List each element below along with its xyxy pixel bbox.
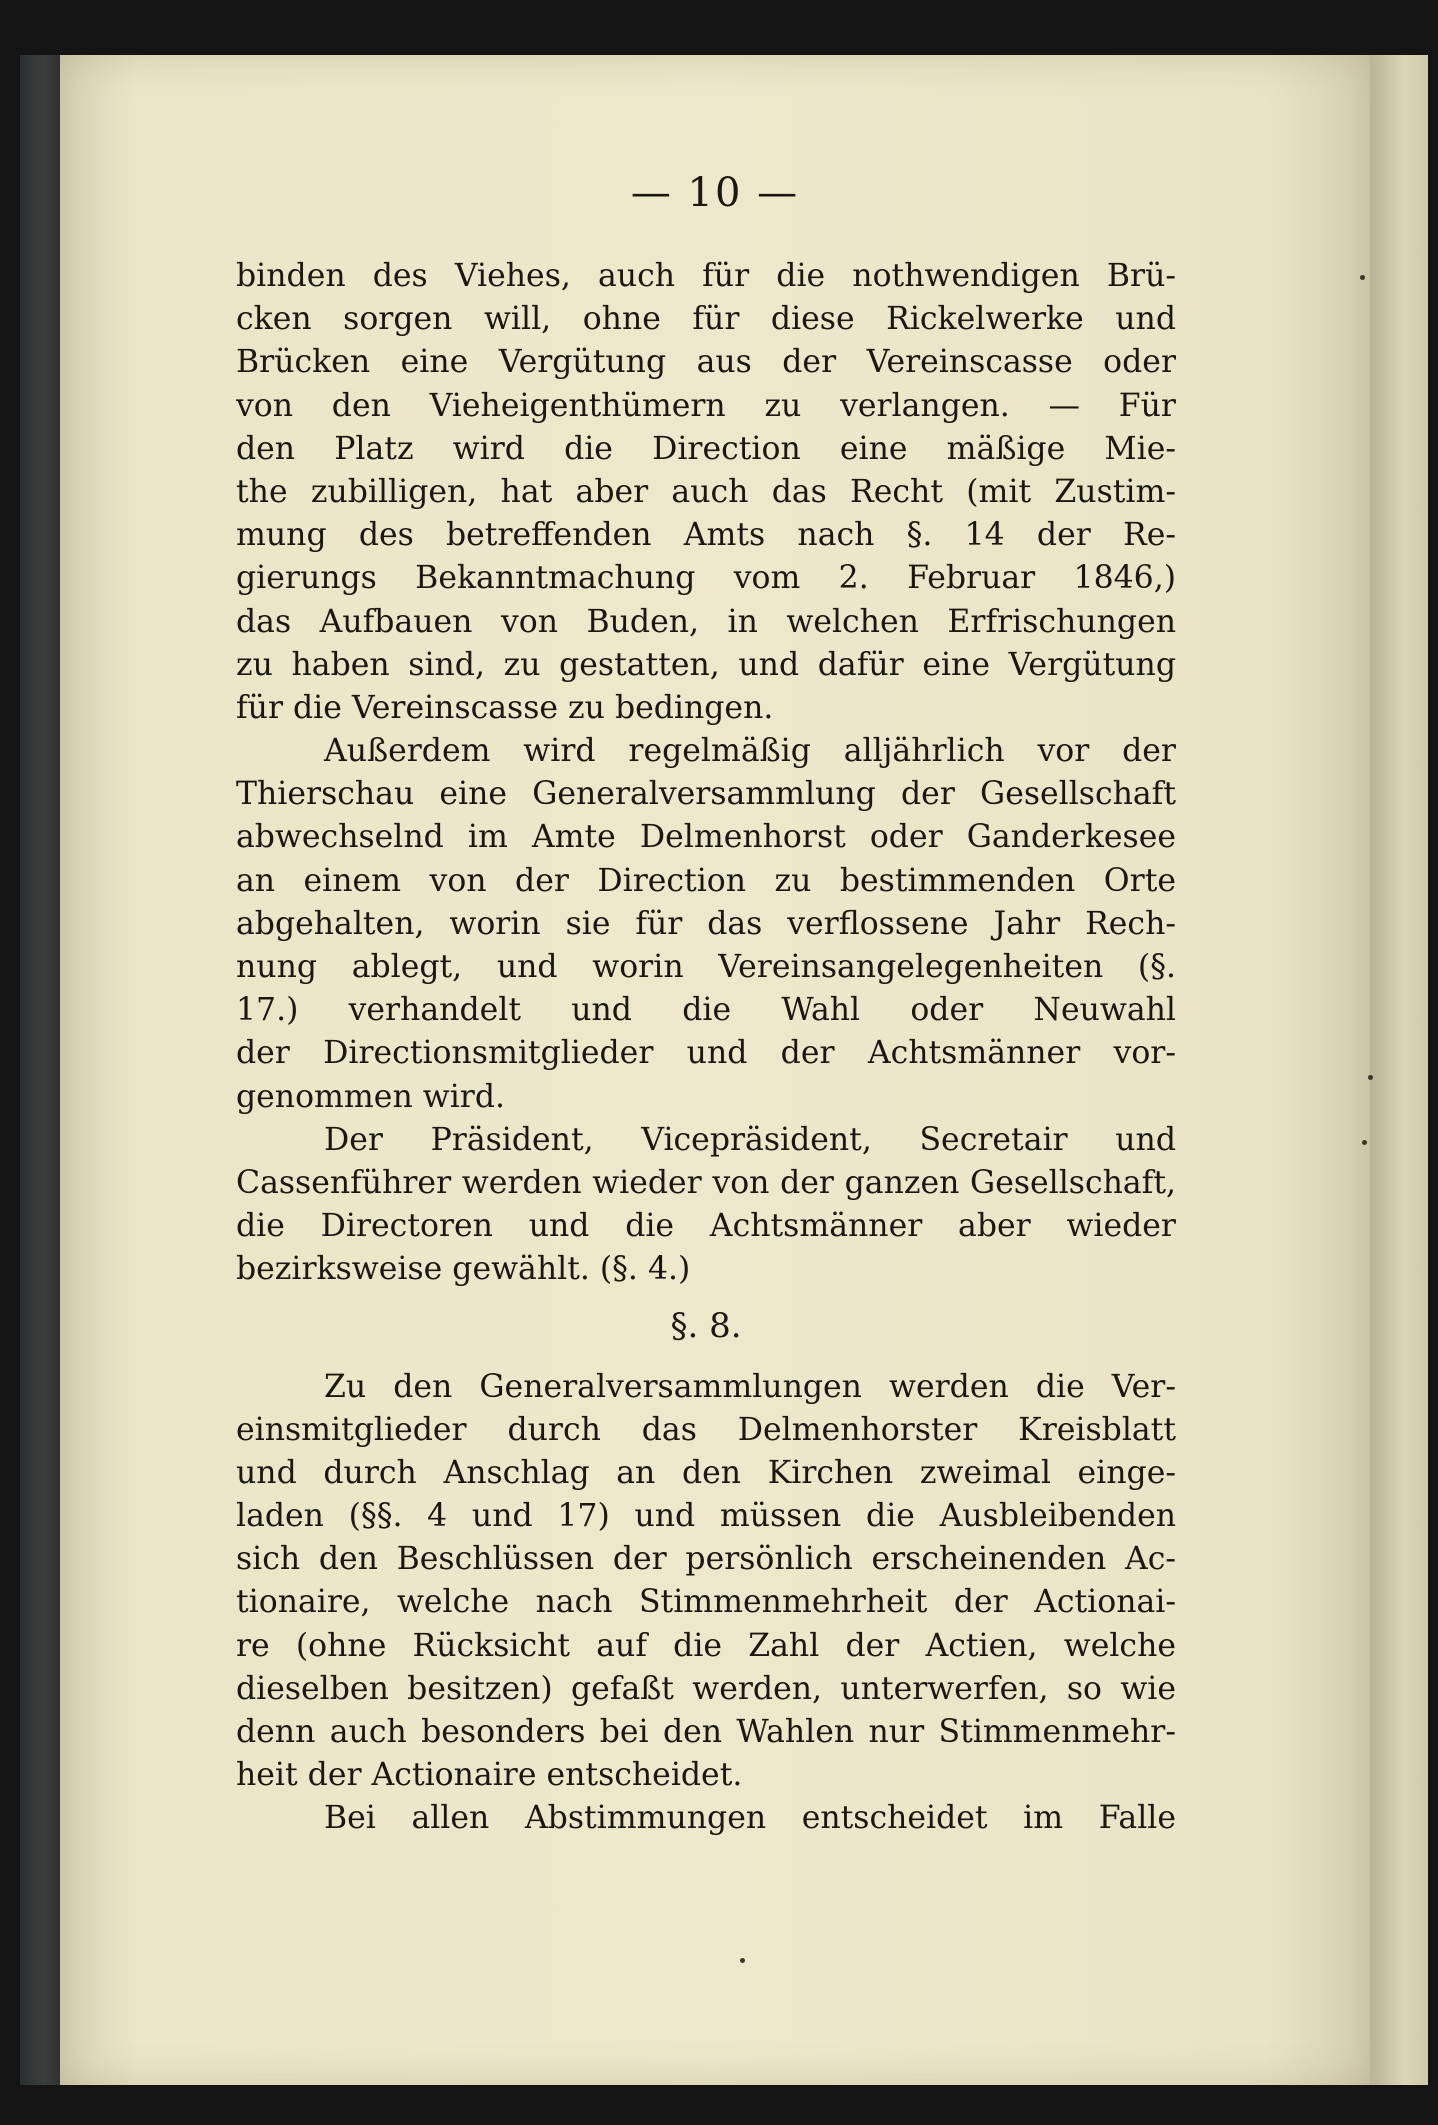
text-line: das Aufbauen von Buden, in welchen Erfrischungen <box>236 603 1176 640</box>
text-line: einsmitglieder durch das Delmenhorster Kreisblatt <box>236 1411 1176 1448</box>
text-line: abgehalten, worin sie für das verflossene Jahr Rech- <box>236 905 1176 942</box>
text-line: für die Vereinscasse zu bedingen. <box>236 689 774 726</box>
text-line: Außerdem wird regelmäßig alljährlich vor der <box>324 733 1176 770</box>
section-heading: §. 8. <box>670 1305 742 1346</box>
text-line: den Platz wird die Direction eine mäßige Mie- <box>236 430 1176 467</box>
text-line: an einem von der Direction zu bestimmenden Orte <box>236 862 1176 899</box>
text-line: dieselben besitzen) gefaßt werden, unterwerfen, so wie <box>236 1670 1176 1707</box>
paper-speck <box>1362 1140 1367 1145</box>
text-line: gierungs Bekanntmachung vom 2. Februar 1846,) <box>236 560 1176 597</box>
text-line: Bei allen Abstimmungen entscheidet im Falle <box>324 1800 1176 1837</box>
text-line: cken sorgen will, ohne für diese Rickelwerke und <box>236 301 1176 338</box>
paper-speck <box>1368 1075 1373 1080</box>
text-line: 17.) verhandelt und die Wahl oder Neuwahl <box>236 992 1176 1029</box>
text-line: mung des betreffenden Amts nach §. 14 der Re- <box>236 517 1176 554</box>
page-text <box>236 255 1176 1841</box>
text-line: nung ablegt, und worin Vereinsangelegenheiten (§. <box>236 949 1176 985</box>
text-line: die Directoren und die Achtsmänner aber wieder <box>236 1208 1176 1245</box>
text-line: Brücken eine Vergütung aus der Vereinscasse oder <box>236 344 1176 381</box>
text-line: Zu den Generalversammlungen werden die Ver- <box>324 1368 1176 1405</box>
page-number: — 10 — <box>630 170 800 216</box>
text-line: bezirksweise gewählt. (§. 4.) <box>236 1251 691 1288</box>
text-line: tionaire, welche nach Stimmenmehrheit der Actionai- <box>236 1584 1176 1621</box>
text-line: Cassenführer werden wieder von der ganzen Gesellschaft, <box>236 1164 1176 1201</box>
text-line: the zubilligen, hat aber auch das Recht (mit Zustim- <box>236 473 1176 510</box>
text-line: Thierschau eine Generalversammlung der Gesellschaft <box>236 776 1176 813</box>
paper-speck <box>1360 275 1365 280</box>
text-line: denn auch besonders bei den Wahlen nur Stimmenmehr- <box>236 1714 1176 1750</box>
text-block-2 <box>236 1366 1176 1841</box>
text-line: laden (§§. 4 und 17) und müssen die Ausbleibenden <box>236 1498 1176 1535</box>
text-line: abwechselnd im Amte Delmenhorst oder Ganderkesee <box>236 819 1176 856</box>
text-line: re (ohne Rücksicht auf die Zahl der Actien, welche <box>236 1627 1176 1664</box>
adjacent-page-edge <box>1370 55 1428 2085</box>
text-line: heit der Actionaire entscheidet. <box>236 1757 743 1794</box>
text-line: Der Präsident, Vicepräsident, Secretair und <box>324 1121 1176 1158</box>
text-line: zu haben sind, zu gestatten, und dafür eine Vergütung <box>236 646 1176 683</box>
text-block-1 <box>236 255 1176 1292</box>
text-line: und durch Anschlag an den Kirchen zweimal einge- <box>236 1454 1176 1491</box>
text-line: sich den Beschlüssen der persönlich erscheinenden Ac- <box>236 1541 1176 1578</box>
paper-speck <box>740 1958 745 1963</box>
text-line: binden des Viehes, auch für die nothwendigen Brü- <box>236 258 1176 294</box>
text-line: von den Vieheigenthümern zu verlangen. — Für <box>236 387 1176 424</box>
text-line: genommen wird. <box>236 1078 506 1115</box>
text-line: der Directionsmitglieder und der Achtsmänner vor- <box>236 1035 1176 1072</box>
